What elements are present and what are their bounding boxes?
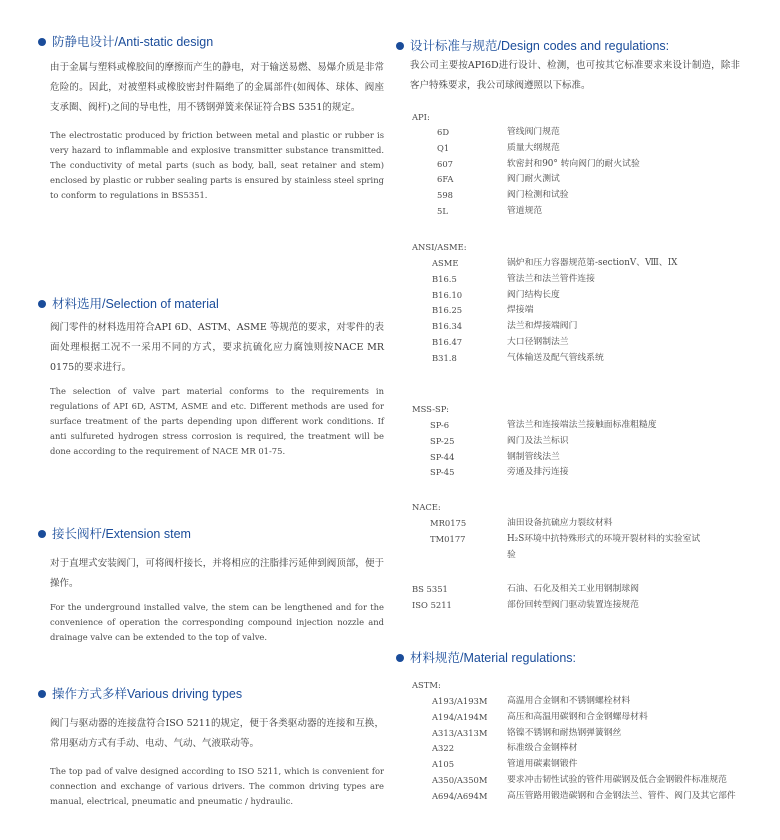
code-desc: 质量大纲规范 (507, 142, 560, 153)
code-row (412, 141, 752, 157)
code-desc: 阀门及法兰标识 (507, 435, 569, 446)
code-desc: 高温用合金钢和不锈钢螺栓材料 (507, 696, 631, 706)
code-row (412, 465, 752, 481)
bullet-icon (396, 42, 404, 50)
design-heading: 设计标准与规范/Design codes and regulations: (396, 38, 756, 54)
code: BS 5351 (412, 584, 448, 594)
code: A313/A313M (432, 727, 488, 738)
antistatic-heading: 防静电设计/Anti-static design (38, 34, 384, 50)
code-desc: 旁通及排污连接 (507, 467, 569, 478)
code-desc: H₂S环境中抗特殊形式的环境开裂材料的实验室试验 (507, 533, 701, 560)
code-row (412, 773, 752, 789)
code-row (412, 303, 752, 319)
bullet-icon (38, 38, 46, 46)
code-desc: 气体输送及配气管线系统 (507, 352, 604, 363)
code-list-other (412, 582, 752, 614)
code-desc: 阀门检测和试验 (507, 190, 569, 201)
code-desc: 部份回转型阀门驱动装置连接规范 (507, 599, 639, 610)
code-row (412, 351, 752, 367)
code: SP-6 (430, 420, 450, 430)
materialreg-section (396, 650, 756, 666)
code-list-ansi (412, 256, 752, 367)
code-row (412, 188, 752, 204)
code-desc: 软密封和90° 转向阀门的耐火试验 (507, 158, 640, 169)
code: B16.47 (432, 336, 463, 347)
code-row (412, 710, 752, 726)
antistatic-en-paragraph: The electrostatic produced by friction between metal and plastic or rubber is very hazard to inflammable and explosive transmitter substance transmitted. The conductivity of metal parts (such as body, ball, seat retainer and stem) enclosed by plastic or rubber sealing parts is ensured by stainless steel spring to conform to regulations in BS5351. (50, 130, 384, 200)
code-row (412, 256, 752, 272)
code-row (412, 741, 752, 757)
code-desc: 管线阀门规范 (507, 127, 560, 137)
code-row (412, 532, 752, 564)
code-desc: 铬镍不锈钢和耐热钢弹簧钢丝 (507, 727, 622, 738)
code: ISO 5211 (412, 599, 452, 610)
code: 5L (437, 205, 448, 216)
group-label-ansi: ANSI/ASME: (412, 242, 467, 252)
code-list-astm (412, 694, 752, 805)
code-desc: 焊接端 (507, 305, 534, 316)
materialreg-heading: 材料规范/Material regulations: (396, 650, 756, 666)
code: 598 (437, 190, 453, 201)
code-row (412, 157, 752, 173)
code-list-mss (412, 418, 752, 481)
bullet-icon (38, 530, 46, 538)
material-cn-paragraph: 阀门零件的材料选用符合API 6D、ASTM、ASME 等规范的要求，对零件的表面处理根据工况不一采用不同的方式，要求抗硫化应力腐蚀则按NACE MR 0175的要求进行。 (50, 322, 384, 373)
code-desc: 大口径钢制法兰 (507, 336, 569, 347)
extension-en-paragraph: For the underground installed valve, the stem can be lengthened and for the convenience of operation the corresponding compound injection nozzle and drainage valve can be extended to the top of valve. (50, 602, 384, 642)
code-desc: 要求冲击韧性试验的管件用碳钢及低合金钢锻件标准规范 (507, 774, 727, 785)
code-desc: 标准级合金钢棒材 (507, 743, 578, 754)
group-label-api: API: (412, 112, 430, 122)
code-desc: 钢制管线法兰 (507, 451, 560, 462)
code: Q1 (437, 142, 450, 153)
code-list-api (412, 125, 752, 220)
code-row (412, 319, 752, 335)
group-label-nace: NACE: (412, 502, 441, 512)
code-row (412, 789, 752, 805)
extension-section (38, 526, 384, 645)
code-desc: 法兰和焊接端阀门 (507, 321, 578, 332)
code-list-nace (412, 516, 752, 563)
code-row (412, 434, 752, 450)
code: A193/A193M (432, 696, 488, 706)
bullet-icon (38, 300, 46, 308)
code-row (412, 582, 752, 598)
code: A694/A694M (432, 790, 488, 801)
code: 6FA (437, 174, 454, 185)
code: ASME (432, 258, 459, 268)
code-row (412, 418, 752, 434)
extension-cn-paragraph: 对于直埋式安装阀门，可将阀杆接长，并将相应的注脂排污延伸到阀顶部，便于操作。 (50, 558, 384, 589)
code: SP-25 (430, 435, 455, 446)
code-desc: 高压和高温用碳钢和合金钢螺母材料 (507, 711, 648, 722)
code-desc: 阀门耐火测试 (507, 174, 560, 185)
group-label-mss: MSS-SP: (412, 404, 449, 414)
code-desc: 锅炉和压力容器规范第-sectionV、Ⅷ、IX (507, 258, 678, 268)
material-heading: 材料选用/Selection of material (38, 296, 384, 312)
antistatic-section (38, 34, 384, 203)
bullet-icon (396, 654, 404, 662)
code-row (412, 288, 752, 304)
driving-cn-paragraph: 阀门与驱动器的连接盘符合ISO 5211的规定，便于各类驱动器的连接和互换，常用驱动方式有手动、电动、气动、气液联动等。 (50, 718, 384, 749)
group-label-astm: ASTM: (412, 680, 441, 690)
design-intro-paragraph: 我公司主要按API6D进行设计、检测，也可按其它标准要求来设计制造，除非客户特殊要求，我公司球阀遵照以下标准。 (410, 60, 740, 91)
code-row (412, 726, 752, 742)
code-desc: 管道规范 (507, 205, 543, 216)
design-section (396, 38, 756, 96)
code: SP-44 (430, 451, 455, 462)
code: 6D (437, 127, 450, 137)
code-row (412, 204, 752, 220)
code-desc: 石油、石化及相关工业用钢制球阀 (507, 584, 639, 594)
code: B16.25 (432, 305, 463, 316)
material-en-paragraph: The selection of valve part material conforms to the requirements in regulations of API 6D, ASTM, ASME and etc. Different methods are used for surface treatment of the parts depending upon different work conditions. If anti sulfureted hydrogen stress corrosion is required, the treatment will be done according to the requirement of NACE MR 01-75. (50, 386, 384, 456)
code-row (412, 757, 752, 773)
code: SP-45 (430, 467, 455, 478)
code: 607 (437, 158, 453, 169)
code: B16.34 (432, 321, 463, 332)
code-row (412, 450, 752, 466)
antistatic-cn-paragraph: 由于金属与塑料或橡胶间的摩擦而产生的静电，对于输送易燃、易爆介质是非常危险的。因此，对被塑料或橡胶密封件隔绝了的金属部件(如阀体、球体、阀座 支承圈、阀杆)之间的导电性，用不锈钢弹簧来保证符合BS 5351的规定。 (50, 62, 384, 113)
code: A350/A350M (432, 774, 488, 785)
code: A194/A194M (432, 711, 488, 722)
code-row (412, 172, 752, 188)
code: B31.8 (432, 352, 457, 363)
code: MR0175 (430, 518, 467, 528)
code-desc: 管法兰和连接端法兰接触面标准粗糙度 (507, 420, 657, 430)
material-section (38, 296, 384, 459)
code-row (412, 598, 752, 614)
code-row (412, 516, 752, 532)
bullet-icon (38, 690, 46, 698)
code-desc: 阀门结构长度 (507, 289, 560, 300)
code-desc: 高压管路用锻造碳钢和合金钢法兰、管件、阀门及其它部件 (507, 790, 736, 801)
code: B16.10 (432, 289, 463, 300)
code-row (412, 272, 752, 288)
code: A322 (432, 743, 455, 754)
code-desc: 管道用碳素钢锻件 (507, 759, 578, 770)
code-desc: 油田设备抗硫应力裂纹材料 (507, 518, 613, 528)
driving-heading: 操作方式多样Various driving types (38, 686, 384, 702)
code: A105 (432, 759, 455, 770)
driving-en-paragraph: The top pad of valve designed according to ISO 5211, which is convenient for connection and exchange of various drivers. The common driving types are manual, electrical, pneumatic and pneumatic / hydraulic. (50, 766, 384, 806)
code-desc: 管法兰和法兰管件连接 (507, 273, 595, 284)
code: B16.5 (432, 273, 457, 284)
driving-section (38, 686, 384, 809)
code: TM0177 (430, 533, 466, 544)
extension-heading: 接长阀杆/Extension stem (38, 526, 384, 542)
code-row (412, 335, 752, 351)
code-row (412, 694, 752, 710)
code-row (412, 125, 752, 141)
